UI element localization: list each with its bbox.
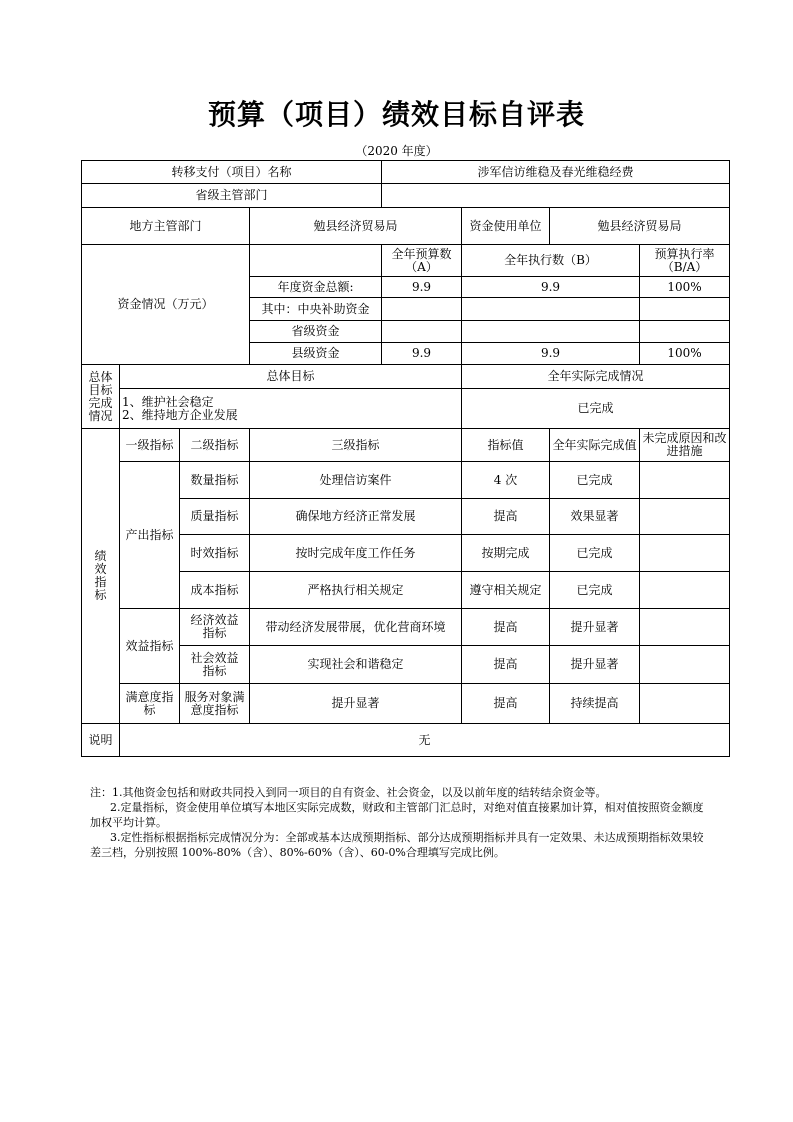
indicator-target: 提高: [462, 609, 550, 646]
fund-unit-value: 勉县经济贸易局: [550, 208, 730, 245]
funds-row-budget: [382, 298, 462, 321]
indicator-level2: [180, 684, 250, 724]
funds-col-executed: 全年执行数（B）: [462, 245, 640, 277]
project-name-label: 转移支付（项目）名称: [82, 161, 382, 184]
funds-row-executed: 9.9: [462, 343, 640, 365]
indicator-target: 遵守相关规定: [462, 572, 550, 609]
perf-header-reason: 未完成原因和改进措施: [640, 429, 730, 462]
indicator-level2: 质量指标: [180, 499, 250, 535]
funds-header-blank: [250, 245, 382, 277]
funds-col-rate: 预算执行率（B/A）: [640, 245, 730, 277]
indicator-target: 提高: [462, 646, 550, 684]
indicator-actual: 持续提高: [550, 684, 640, 724]
remark-value: 无: [120, 724, 730, 757]
indicator-actual: 提升显著: [550, 609, 640, 646]
overall-goal-item: 1、维护社会稳定: [122, 394, 214, 409]
perf-header-level3: 三级指标: [250, 429, 462, 462]
indicator-level2-text: 服务对象满意度指标: [184, 689, 245, 717]
perf-header-actual: 全年实际完成值: [550, 429, 640, 462]
indicator-target: 提高: [462, 684, 550, 724]
indicator-reason: [640, 572, 730, 609]
funds-row-rate: 100%: [640, 277, 730, 298]
overall-goal-header: 总体目标: [120, 365, 462, 389]
local-dept-value: 勉县经济贸易局: [250, 208, 462, 245]
province-dept-label: 省级主管部门: [82, 184, 382, 208]
indicator-level3: 严格执行相关规定: [250, 572, 462, 609]
indicator-level3: 处理信访案件: [250, 462, 462, 499]
indicator-level2: 成本指标: [180, 572, 250, 609]
performance-label: [82, 429, 120, 724]
remark-label: 说明: [82, 724, 120, 757]
indicator-reason: [640, 535, 730, 572]
overall-actual-header: 全年实际完成情况: [462, 365, 730, 389]
funds-row-rate: 100%: [640, 343, 730, 365]
footnote-1: 注：1.其他资金包括和财政共同投入到同一项目的自有资金、社会资金，以及以前年度的结转结余资金等。: [90, 786, 607, 799]
page-title: 预算（项目）绩效目标自评表: [207, 98, 585, 131]
indicator-level3: 确保地方经济正常发展: [250, 499, 462, 535]
indicator-target: 提高: [462, 499, 550, 535]
funds-row-budget: 9.9: [382, 277, 462, 298]
local-dept-label: 地方主管部门: [82, 208, 250, 245]
project-name-value: 涉军信访维稳及春光维稳经费: [382, 161, 730, 184]
footnote-3: 3.定性指标根据指标完成情况分为：全部或基本达成预期指标、部分达成预期指标并具有一定效果、未达成预期指标效果较: [110, 831, 704, 844]
group-satisfaction: [120, 684, 180, 724]
indicator-reason: [640, 499, 730, 535]
funds-row-label: 省级资金: [250, 321, 382, 343]
fund-unit-label: 资金使用单位: [462, 208, 550, 245]
indicator-level2: [180, 646, 250, 684]
indicator-level2-text: 经济效益指标: [190, 613, 239, 640]
indicator-actual: 已完成: [550, 572, 640, 609]
group-output: 产出指标: [120, 462, 180, 609]
indicator-level3: 实现社会和谐稳定: [250, 646, 462, 684]
indicator-reason: [640, 646, 730, 684]
indicator-level3: 带动经济发展带展，优化营商环境: [250, 609, 462, 646]
indicator-reason: [640, 684, 730, 724]
indicator-actual: 已完成: [550, 462, 640, 499]
funds-label: 资金情况（万元）: [82, 245, 250, 365]
funds-col-budget: 全年预算数（A）: [382, 245, 462, 277]
funds-row-budget: [382, 321, 462, 343]
indicator-actual: 效果显著: [550, 499, 640, 535]
funds-row-rate: [640, 321, 730, 343]
self-evaluation-table: [81, 160, 730, 757]
indicator-target: 4 次: [462, 462, 550, 499]
indicator-level3: 提升显著: [250, 684, 462, 724]
footnote-2: 2.定量指标，资金使用单位填写本地区实际完成数，财政和主管部门汇总时，对绝对值直接累加计算，相对值按照资金额度: [110, 801, 704, 814]
funds-row-budget: 9.9: [382, 343, 462, 365]
indicator-actual: 提升显著: [550, 646, 640, 684]
performance-label-text: 绩效指标: [94, 549, 107, 602]
indicator-level3: 按时完成年度工作任务: [250, 535, 462, 572]
indicator-target: 按期完成: [462, 535, 550, 572]
indicator-level2: [180, 609, 250, 646]
group-benefit: 效益指标: [120, 609, 180, 684]
indicator-level2: 数量指标: [180, 462, 250, 499]
footnote-3-cont: 差三档，分别按照 100%-80%（含）、80%-60%（含）、60-0%合理填写完成比例。: [90, 846, 505, 859]
footnote-2-cont: 加权平均计算。: [90, 816, 167, 829]
province-dept-value: [382, 184, 730, 208]
footnotes: [90, 785, 730, 860]
funds-row-executed: [462, 321, 640, 343]
overall-goal-label: [82, 365, 120, 429]
indicator-actual: 已完成: [550, 535, 640, 572]
perf-header-level1: 一级指标: [120, 429, 180, 462]
perf-header-level2: 二级指标: [180, 429, 250, 462]
indicator-level2-text: 社会效益指标: [190, 650, 239, 678]
overall-actual-content: 已完成: [462, 389, 730, 429]
overall-goal-label-text: 总体目标完成情况: [88, 369, 113, 423]
indicator-level2: 时效指标: [180, 535, 250, 572]
funds-row-label: 年度资金总额:: [250, 277, 382, 298]
funds-row-rate: [640, 298, 730, 321]
group-satisfaction-text: 满意度指标: [125, 689, 174, 717]
overall-goal-item: 2、维持地方企业发展: [122, 407, 238, 422]
perf-header-target: 指标值: [462, 429, 550, 462]
funds-row-label: 其中：中央补助资金: [250, 298, 382, 321]
indicator-reason: [640, 462, 730, 499]
funds-row-executed: 9.9: [462, 277, 640, 298]
fiscal-year: （2020 年度）: [355, 144, 438, 158]
funds-row-executed: [462, 298, 640, 321]
overall-goal-content: [120, 389, 462, 429]
indicator-reason: [640, 609, 730, 646]
funds-row-label: 县级资金: [250, 343, 382, 365]
